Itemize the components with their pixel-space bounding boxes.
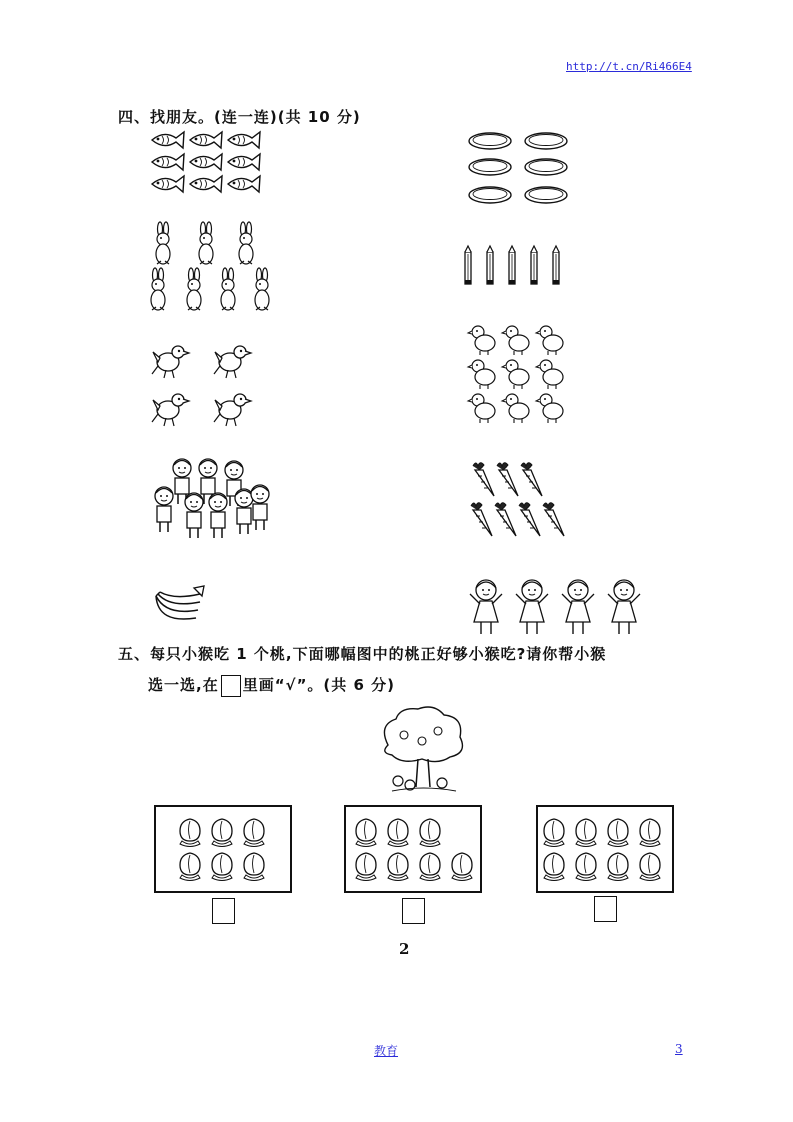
- carrot-icon: [473, 463, 494, 496]
- carrot-icon: [495, 503, 516, 536]
- footer-page-number: 3: [675, 1042, 683, 1056]
- fish-icon: [152, 132, 184, 148]
- plate-icon: [469, 187, 511, 203]
- rabbit-icon: [199, 222, 213, 264]
- child-icon: [251, 485, 269, 530]
- section5-line2-after: 里画“√”。(共 6 分): [242, 676, 396, 694]
- child-icon: [209, 493, 227, 538]
- girl-icon: [470, 580, 502, 634]
- fish-icon: [190, 154, 222, 170]
- peach-icon: [212, 819, 232, 847]
- girl-icon: [516, 580, 548, 634]
- peach-icon: [544, 853, 564, 881]
- peach-icon: [420, 819, 440, 847]
- rabbit-icon: [255, 268, 269, 310]
- pencil-icon: [531, 246, 537, 284]
- pencil-group: [464, 244, 564, 292]
- pencil-icon: [487, 246, 493, 284]
- fish-icon: [190, 176, 222, 192]
- rabbit-group: [148, 222, 278, 318]
- peach-icon: [608, 819, 628, 847]
- chick-icon: [536, 394, 563, 423]
- section5-line1: 五、每只小猴吃 1 个桃,下面哪幅图中的桃正好够小猴吃?请你帮小猴: [118, 645, 607, 663]
- carrot-icon: [497, 463, 518, 496]
- peach-icon: [452, 853, 472, 881]
- plate-icon: [525, 159, 567, 175]
- chick-icon: [468, 326, 495, 355]
- fish-icon: [228, 154, 260, 170]
- chick-icon: [536, 326, 563, 355]
- peach-option-1-frame: [154, 805, 292, 893]
- bird-group: [150, 340, 260, 439]
- peach-icon: [544, 819, 564, 847]
- example-check-box: [221, 675, 241, 697]
- children-group: [150, 458, 270, 554]
- plate-icon: [525, 187, 567, 203]
- peach-icon: [420, 853, 440, 881]
- fish-icon: [190, 132, 222, 148]
- pencil-icon: [465, 246, 471, 284]
- peach-icon: [576, 853, 596, 881]
- peach-icon: [640, 819, 660, 847]
- bird-icon: [214, 346, 251, 378]
- answer-box-option-1[interactable]: [212, 898, 235, 924]
- rabbit-icon: [151, 268, 165, 310]
- peach-icon: [356, 853, 376, 881]
- tree-monkeys-icon: [384, 707, 462, 791]
- fish-icon: [152, 176, 184, 192]
- peach-option-1-peaches: [156, 807, 290, 891]
- tree-monkeys-illustration: [378, 705, 468, 799]
- chick-icon: [502, 326, 529, 355]
- carrot-icon: [543, 503, 564, 536]
- plate-icon: [525, 133, 567, 149]
- footer-link[interactable]: 教育: [374, 1044, 399, 1058]
- header-url-link[interactable]: http://t.cn/Ri466E4: [566, 60, 692, 73]
- bird-icon: [214, 394, 251, 426]
- carrot-group: [466, 460, 576, 546]
- fish-icon: [152, 154, 184, 170]
- child-icon: [185, 493, 203, 538]
- peach-option-3-peaches: [538, 807, 672, 891]
- fish-icon: [228, 132, 260, 148]
- peach-icon: [244, 819, 264, 847]
- rabbit-icon: [221, 268, 235, 310]
- section4-heading: 四、找朋友。(连一连)(共 10 分): [118, 108, 361, 126]
- banana-group: [152, 582, 207, 634]
- child-icon: [235, 489, 253, 534]
- girl-icon: [608, 580, 640, 634]
- chick-icon: [536, 360, 563, 389]
- peach-icon: [180, 819, 200, 847]
- section5-line2: [148, 674, 395, 697]
- chick-icon: [468, 394, 495, 423]
- banana-icon: [156, 586, 204, 619]
- chick-icon: [502, 360, 529, 389]
- rabbit-icon: [239, 222, 253, 264]
- chick-icon: [468, 360, 495, 389]
- peach-option-2-frame: [344, 805, 482, 893]
- carrot-icon: [519, 503, 540, 536]
- peach-icon: [356, 819, 376, 847]
- peach-option-2-peaches: [346, 807, 480, 891]
- printed-page-number: 2: [399, 940, 410, 958]
- fish-icon: [228, 176, 260, 192]
- peach-icon: [388, 819, 408, 847]
- carrot-icon: [471, 503, 492, 536]
- peach-icon: [388, 853, 408, 881]
- plate-group: [466, 130, 576, 214]
- child-icon: [155, 487, 173, 532]
- chick-group: [466, 322, 566, 431]
- plate-icon: [469, 159, 511, 175]
- pencil-icon: [509, 246, 515, 284]
- peach-icon: [244, 853, 264, 881]
- pencil-icon: [553, 246, 559, 284]
- peach-option-3-frame: [536, 805, 674, 893]
- answer-box-option-2[interactable]: [402, 898, 425, 924]
- peach-icon: [640, 853, 660, 881]
- girl-icon: [562, 580, 594, 634]
- rabbit-icon: [187, 268, 201, 310]
- carrot-icon: [521, 463, 542, 496]
- bird-icon: [152, 394, 189, 426]
- rabbit-icon: [156, 222, 170, 264]
- peach-icon: [180, 853, 200, 881]
- peach-icon: [212, 853, 232, 881]
- fish-group: [150, 130, 265, 199]
- peach-icon: [608, 853, 628, 881]
- answer-box-option-3[interactable]: [594, 896, 617, 922]
- plate-icon: [469, 133, 511, 149]
- section5-line2-before: 选一选,在: [148, 676, 219, 694]
- bird-icon: [152, 346, 189, 378]
- chick-icon: [502, 394, 529, 423]
- girl-group: [466, 576, 646, 642]
- peach-icon: [576, 819, 596, 847]
